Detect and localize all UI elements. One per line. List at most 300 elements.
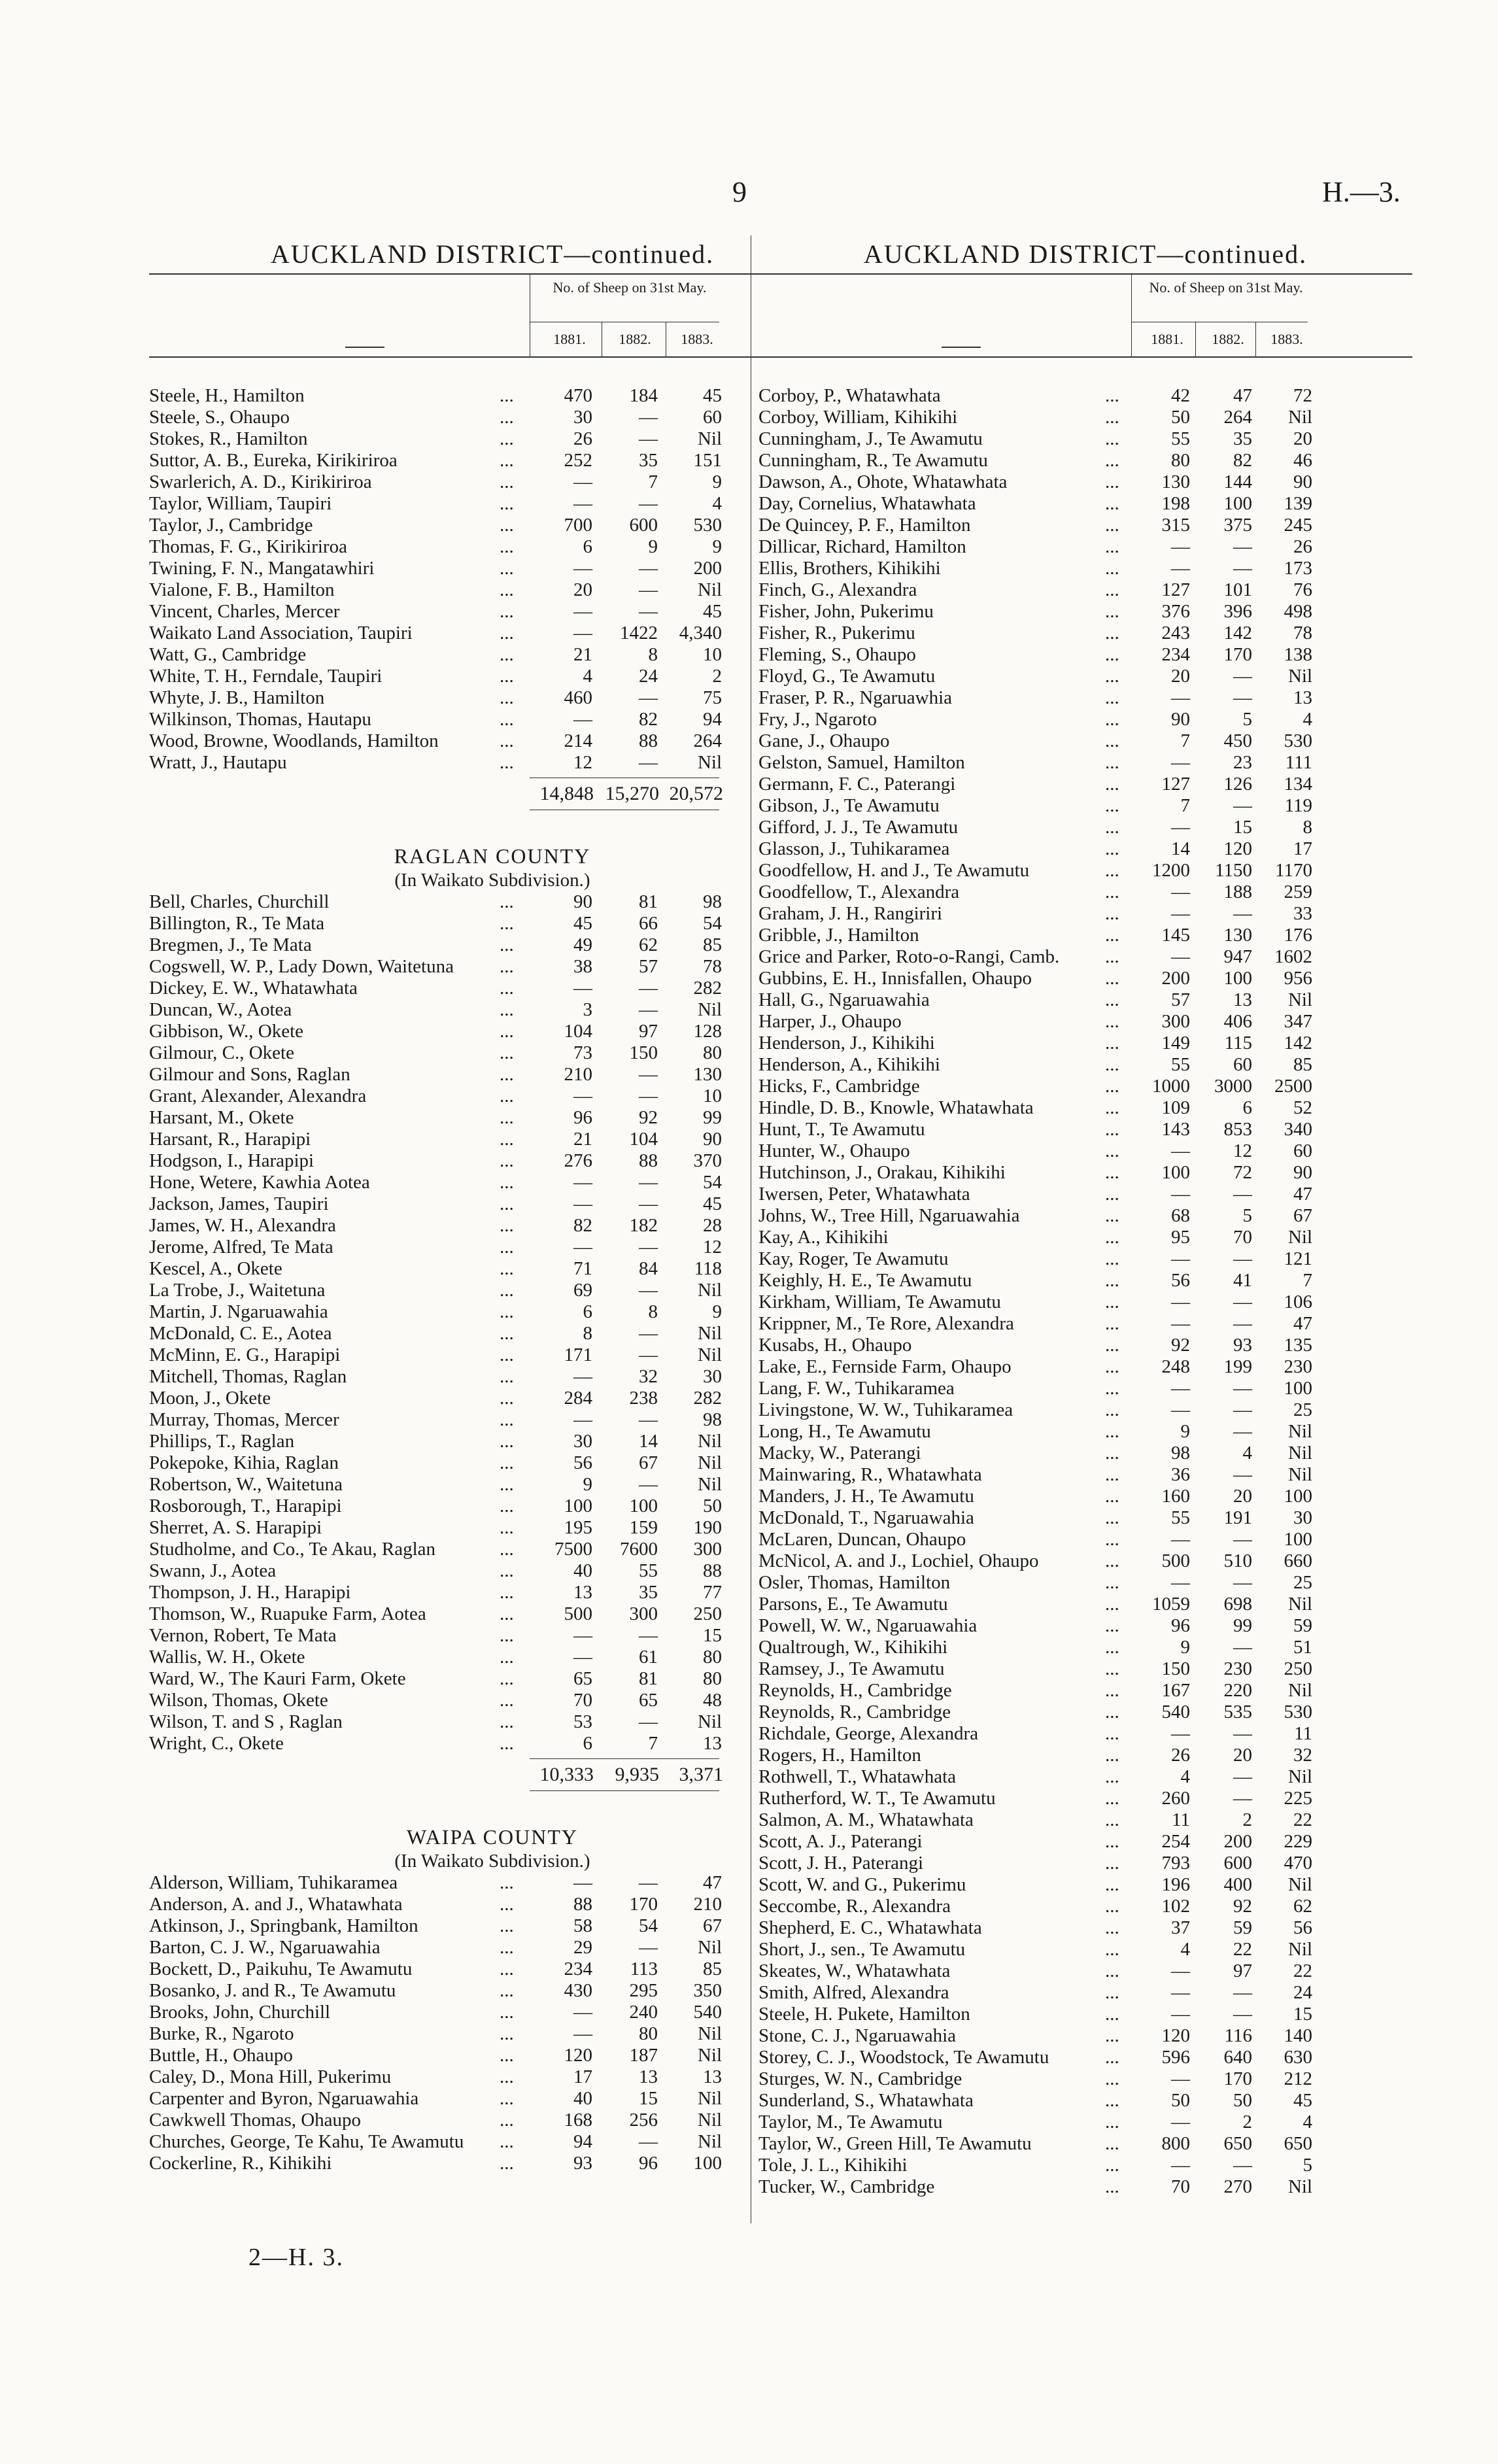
value-1882: 115 [1224,1033,1252,1053]
column-header [149,273,836,358]
value-1881: 9 [1180,1637,1190,1658]
leader-dots: ... [500,1064,514,1085]
table-row [149,709,836,730]
leader-dots: ... [1105,989,1119,1010]
value-1883: 67 [1293,1205,1312,1226]
value-1881: — [1171,1248,1190,1269]
owner-name: Tole, J. L., Kihikihi [758,2155,908,2176]
table-row [149,493,836,515]
value-1882: 2 [1242,1809,1252,1830]
table-row [758,1982,1412,2004]
leader-dots: ... [1105,1162,1119,1183]
value-1883: 72 [1293,385,1312,406]
value-1882: — [1233,1788,1252,1809]
owner-name: Steele, H., Hamilton [149,385,305,406]
owner-name: Wilson, Thomas, Okete [149,1690,328,1711]
table-row [149,1625,836,1647]
value-1882: 120 [1223,838,1252,859]
value-1882: 6 [1242,1097,1252,1118]
value-1882: 82 [639,709,658,730]
owner-name: McNicol, A. and J., Lochiel, Ohaupo [758,1550,1039,1571]
leader-dots: ... [1105,838,1119,859]
owner-name: Thompson, J. H., Harapipi [149,1582,351,1603]
value-1883: Nil [1287,666,1312,687]
leader-dots: ... [1105,1939,1119,1960]
value-1881: 430 [564,1980,592,2001]
value-1883: Nil [1287,1227,1312,1248]
leader-dots: ... [1105,385,1119,406]
value-1882: 55 [639,1560,658,1581]
value-1882: — [1233,1723,1252,1744]
value-1881: 70 [573,1690,592,1711]
value-1883: Nil [697,579,722,600]
value-1883: 48 [703,1690,722,1711]
value-1883: 94 [703,709,722,730]
value-1883: Nil [697,2110,722,2130]
value-1881: 9 [1180,1421,1190,1442]
value-1881: — [1171,1982,1190,2003]
value-1882: 22 [1233,1939,1252,1960]
table-row [758,1184,1412,1205]
value-1882: 220 [1223,1680,1252,1701]
leader-dots: ... [1105,471,1119,492]
value-1882: 450 [1223,730,1252,751]
value-1882: — [639,1280,658,1301]
leader-dots: ... [1105,881,1119,902]
owner-name: Phillips, T., Raglan [149,1431,295,1452]
owner-name: Bosanko, J. and R., Te Awamutu [149,1980,396,2001]
leader-dots: ... [1105,1809,1119,1830]
value-1882: 41 [1233,1270,1252,1291]
leader-dots: ... [500,1452,514,1473]
value-1882: 80 [639,2023,658,2044]
value-1881: — [573,1172,592,1193]
owner-name: Wilson, T. and S , Raglan [149,1711,343,1732]
leader-dots: ... [500,1042,514,1063]
value-1883: 47 [1293,1313,1312,1334]
value-1882: 510 [1223,1550,1252,1571]
header-group: No. of Sheep on 31st May. [553,279,707,296]
owner-name: Pokepoke, Kihia, Raglan [149,1452,339,1473]
owner-name: Bockett, D., Paikuhu, Te Awamutu [149,1959,413,1979]
leader-dots: ... [1105,428,1119,449]
value-1883: 4 [1302,2112,1312,2132]
value-1883: 530 [693,515,722,536]
leader-dots: ... [1105,687,1119,708]
value-1882: — [639,1172,658,1193]
table-row [149,934,836,956]
table-row [758,989,1412,1011]
value-1881: 11 [1172,1809,1190,1830]
owner-name: Keighly, H. E., Te Awamutu [758,1270,972,1291]
value-1883: 9 [712,471,722,492]
value-1882: — [1233,687,1252,708]
owner-name: Taylor, M., Te Awamutu [758,2112,943,2132]
value-1883: Nil [697,999,722,1020]
table-row [149,1733,836,1754]
leader-dots: ... [1105,1270,1119,1291]
table-row [758,1421,1412,1443]
table-row [758,1162,1412,1184]
leader-dots: ... [1105,2068,1119,2089]
table-row [149,623,836,644]
owner-name: McLaren, Duncan, Ohaupo [758,1529,966,1550]
leader-dots: ... [1105,558,1119,579]
value-1881: 6 [583,536,592,557]
value-1881: 167 [1161,1680,1190,1701]
leader-dots: ... [1105,2155,1119,2176]
table-row [758,1939,1412,1960]
value-1881: 40 [573,1560,592,1581]
table-row [758,817,1412,838]
table-row [758,644,1412,666]
value-1882: — [1233,1184,1252,1205]
value-1882: 230 [1223,1658,1252,1679]
value-1881: 26 [573,428,592,449]
value-1883: 77 [703,1582,722,1603]
leader-dots: ... [500,934,514,955]
value-1883: 151 [693,450,722,471]
value-1881: 73 [573,1042,592,1063]
table-row [149,687,836,709]
value-1881: — [1171,1723,1190,1744]
value-1881: 3 [583,999,592,1020]
owner-name: Hindle, D. B., Knowle, Whatawhata [758,1097,1034,1118]
value-1881: — [573,601,592,622]
value-1883: 13 [703,2066,722,2087]
leader-dots: ... [1105,1292,1119,1312]
leader-dots: ... [1105,1227,1119,1248]
value-1882: 113 [630,1959,658,1979]
value-1881: 96 [1171,1615,1190,1636]
leader-dots: ... [1105,515,1119,536]
owner-name: Stokes, R., Hamilton [149,428,308,449]
value-1881: 130 [1161,471,1190,492]
value-1881: — [573,1872,592,1893]
value-1881: 102 [1161,1896,1190,1917]
value-1883: 300 [693,1539,722,1560]
leader-dots: ... [1105,1011,1119,1032]
leader-dots: ... [1105,1399,1119,1420]
owner-name: Cunningham, J., Te Awamutu [758,428,983,449]
value-1882: 170 [1223,2068,1252,2089]
table-row [758,1831,1412,1853]
owner-name: Bregmen, J., Te Mata [149,934,312,955]
table-row [149,1086,836,1107]
value-1883: 100 [693,2153,722,2174]
owner-name: Moon, J., Okete [149,1388,271,1409]
table-row [149,1366,836,1388]
leader-dots: ... [1105,1248,1119,1269]
owner-name: Graham, J. H., Rangiriri [758,903,943,924]
value-1881: 40 [573,2088,592,2109]
value-1883: 28 [703,1215,722,1236]
table-row [149,2131,836,2153]
table-row [149,1474,836,1496]
value-1881: 150 [1161,1658,1190,1679]
value-1883: Nil [697,1280,722,1301]
owner-name: Tucker, W., Cambridge [758,2176,935,2197]
value-1882: 65 [639,1690,658,1711]
owner-name: Duncan, W., Aotea [149,999,292,1020]
leader-dots: ... [500,2153,514,2174]
leader-dots: ... [1105,1033,1119,1053]
value-1881: 90 [573,891,592,912]
table-row [758,1960,1412,1982]
table-row [149,2023,836,2045]
value-1882: 93 [1233,1335,1252,1356]
value-1881: 120 [1161,2025,1190,2046]
leader-dots: ... [1105,1097,1119,1118]
value-1881: 120 [564,2045,592,2066]
value-1882: — [639,1711,658,1732]
owner-name: Atkinson, J., Springbank, Hamilton [149,1915,418,1936]
value-1881: 38 [573,956,592,977]
table-row [149,1193,836,1215]
table-row [758,2112,1412,2133]
value-1883: 100 [1284,1529,1312,1550]
table-row [758,1443,1412,1464]
value-1883: Nil [1287,989,1312,1010]
value-1882: 24 [639,666,658,687]
value-1882: — [1233,1292,1252,1312]
value-1883: 5 [1302,2155,1312,2176]
owner-name: Ward, W., The Kauri Farm, Okete [149,1668,406,1689]
value-1882: — [1233,536,1252,557]
table-row [758,730,1412,752]
value-1881: 100 [564,1496,592,1516]
owner-name: Skeates, W., Whatawhata [758,1960,951,1981]
value-1882: 13 [1233,989,1252,1010]
table-row [758,709,1412,730]
owner-name: Brooks, John, Churchill [149,2002,331,2023]
page-number: 9 [732,176,747,208]
table-row [758,1809,1412,1831]
value-1882: 295 [629,1980,658,2001]
value-1883: 26 [1293,536,1312,557]
table-row [758,2133,1412,2155]
owner-name: Bell, Charles, Churchill [149,891,330,912]
value-1883: 67 [703,1915,722,1936]
value-1883: 9 [712,536,722,557]
table-row [758,1637,1412,1658]
value-1881: — [573,1193,592,1214]
leader-dots: ... [500,407,514,428]
value-1882: — [639,1474,658,1495]
table-row [758,666,1412,687]
leader-dots: ... [500,1872,514,1893]
value-1882: — [639,999,658,1020]
leader-dots: ... [1105,1896,1119,1917]
value-1881: 8 [583,1323,592,1344]
value-1882: 61 [639,1647,658,1668]
value-1883: 85 [703,934,722,955]
owner-name: Fleming, S., Ohaupo [758,644,916,665]
value-1881: — [1171,903,1190,924]
total-value: 9,935 [615,1764,659,1785]
table-row [149,999,836,1021]
value-1881: — [1171,536,1190,557]
page-reference: H.—3. [1322,176,1401,208]
value-1882: — [639,1323,658,1344]
owner-name: Wright, C., Okete [149,1733,284,1754]
value-1883: Nil [697,428,722,449]
owner-name: Alderson, William, Tuhikaramea [149,1872,398,1893]
leader-dots: ... [1105,1831,1119,1852]
value-1883: 80 [703,1042,722,1063]
column-header [758,273,1412,358]
value-1883: 190 [693,1517,722,1538]
value-1881: 14 [1171,838,1190,859]
value-1881: 21 [573,1129,592,1150]
owner-name: Kescel, A., Okete [149,1258,282,1279]
owner-name: Studholme, and Co., Te Akau, Raglan [149,1539,436,1560]
owner-name: Gelston, Samuel, Hamilton [758,752,965,773]
leader-dots: ... [500,1215,514,1236]
value-1883: 99 [703,1107,722,1128]
owner-name: Harsant, R., Harapipi [149,1129,311,1150]
value-1883: 90 [1293,1162,1312,1183]
owner-name: Wratt, J., Hautapu [149,752,287,773]
value-1881: — [1171,687,1190,708]
table-row [149,450,836,471]
leader-dots: ... [1105,860,1119,881]
owner-name: Wallis, W. H., Okete [149,1647,305,1668]
owner-name: Lake, E., Fernside Farm, Ohaupo [758,1356,1012,1377]
right-column [758,235,1412,2198]
value-1881: 104 [564,1021,592,1042]
owner-name: Rutherford, W. T., Te Awamutu [758,1788,996,1809]
table-row [149,515,836,536]
value-1883: 10 [703,644,722,665]
value-1882: 12 [1233,1140,1252,1161]
leader-dots: ... [500,1539,514,1560]
value-1883: 54 [703,1172,722,1193]
table-row [758,946,1412,968]
owner-name: Ellis, Brothers, Kihikihi [758,558,941,579]
value-1882: — [639,558,658,579]
owner-name: Wood, Browne, Woodlands, Hamilton [149,730,439,751]
table-row [758,1356,1412,1378]
value-1882: 600 [1223,1853,1252,1874]
owner-name: Day, Cornelius, Whatawhata [758,493,976,514]
table-row [758,1119,1412,1140]
value-1883: 142 [1284,1033,1312,1053]
owner-name: Lang, F. W., Tuhikaramea [758,1378,955,1399]
value-1883: 47 [703,1872,722,1893]
value-1881: — [1171,1140,1190,1161]
leader-dots: ... [1105,1184,1119,1205]
owner-name: Hall, G., Ngaruawahia [758,989,930,1010]
value-1882: 32 [639,1366,658,1387]
value-1883: 229 [1284,1831,1312,1852]
table-row [149,385,836,407]
value-1881: 70 [1171,2176,1190,2197]
table-row [758,1033,1412,1054]
leader-dots: ... [500,1086,514,1106]
owner-name: Shepherd, E. C., Whatawhata [758,1917,982,1938]
table-row [149,1280,836,1301]
value-1883: 140 [1284,2025,1312,2046]
value-1882: 8 [648,1301,658,1322]
owner-name: Corboy, P., Whatawhata [758,385,941,406]
value-1881: 500 [1161,1550,1190,1571]
owner-name: Livingstone, W. W., Tuhikaramea [758,1399,1013,1420]
leader-dots: ... [1105,1788,1119,1809]
value-1882: 35 [639,1582,658,1603]
value-1883: 530 [1284,730,1312,751]
leader-dots: ... [500,1107,514,1128]
value-1883: 45 [1293,2090,1312,2111]
leader-dots: ... [500,687,514,708]
value-1881: — [1171,1960,1190,1981]
header-dash [345,347,384,348]
value-1882: 184 [629,385,658,406]
table-row [149,536,836,558]
leader-dots: ... [500,1258,514,1279]
owner-name: Churches, George, Te Kahu, Te Awamutu [149,2131,464,2152]
owner-name: Wilkinson, Thomas, Hautapu [149,709,371,730]
value-1883: 200 [693,558,722,579]
value-1882: 15 [639,2088,658,2109]
leader-dots: ... [1105,623,1119,643]
value-1883: 13 [703,1733,722,1754]
value-1881: 36 [1171,1464,1190,1485]
value-1882: 188 [1223,881,1252,902]
leader-dots: ... [500,1431,514,1452]
value-1882: — [639,1237,658,1258]
table-row [758,471,1412,493]
table-row [149,1959,836,1980]
value-1881: 95 [1171,1227,1190,1248]
table-row [149,1517,836,1539]
owner-name: Parsons, E., Te Awamutu [758,1594,948,1615]
value-1881: 29 [573,1937,592,1958]
owner-name: Gane, J., Ohaupo [758,730,890,751]
leader-dots: ... [1105,2176,1119,2197]
total-value: 3,371 [679,1764,723,1785]
leader-dots: ... [1105,925,1119,946]
owner-name: Dillicar, Richard, Hamilton [758,536,966,557]
owner-name: Hone, Wetere, Kawhia Aotea [149,1172,370,1193]
value-1883: 47 [1293,1184,1312,1205]
value-1883: 45 [703,385,722,406]
owner-name: Steele, S., Ohaupo [149,407,290,428]
value-1881: 168 [564,2110,592,2130]
value-1881: 21 [573,644,592,665]
value-1883: 173 [1284,558,1312,579]
owner-name: Anderson, A. and J., Whatawhata [149,1894,403,1915]
value-1881: — [573,2002,592,2023]
value-1881: 171 [564,1344,592,1365]
leader-dots: ... [500,1668,514,1689]
leader-dots: ... [500,1733,514,1754]
owner-name: Reynolds, H., Cambridge [758,1680,952,1701]
leader-dots: ... [1105,709,1119,730]
owner-name: Henderson, A., Kihikihi [758,1054,940,1075]
table-row [758,2068,1412,2090]
value-1881: 500 [564,1603,592,1624]
header-group: No. of Sheep on 31st May. [1149,279,1303,296]
value-1882: — [1233,1529,1252,1550]
value-1881: 4 [1180,1939,1190,1960]
value-1882: — [639,1064,658,1085]
owner-name: Manders, J. H., Te Awamutu [758,1486,974,1507]
value-1881: 6 [583,1733,592,1754]
table-row [758,1486,1412,1507]
leader-dots: ... [500,752,514,773]
value-1883: Nil [1287,2176,1312,2197]
